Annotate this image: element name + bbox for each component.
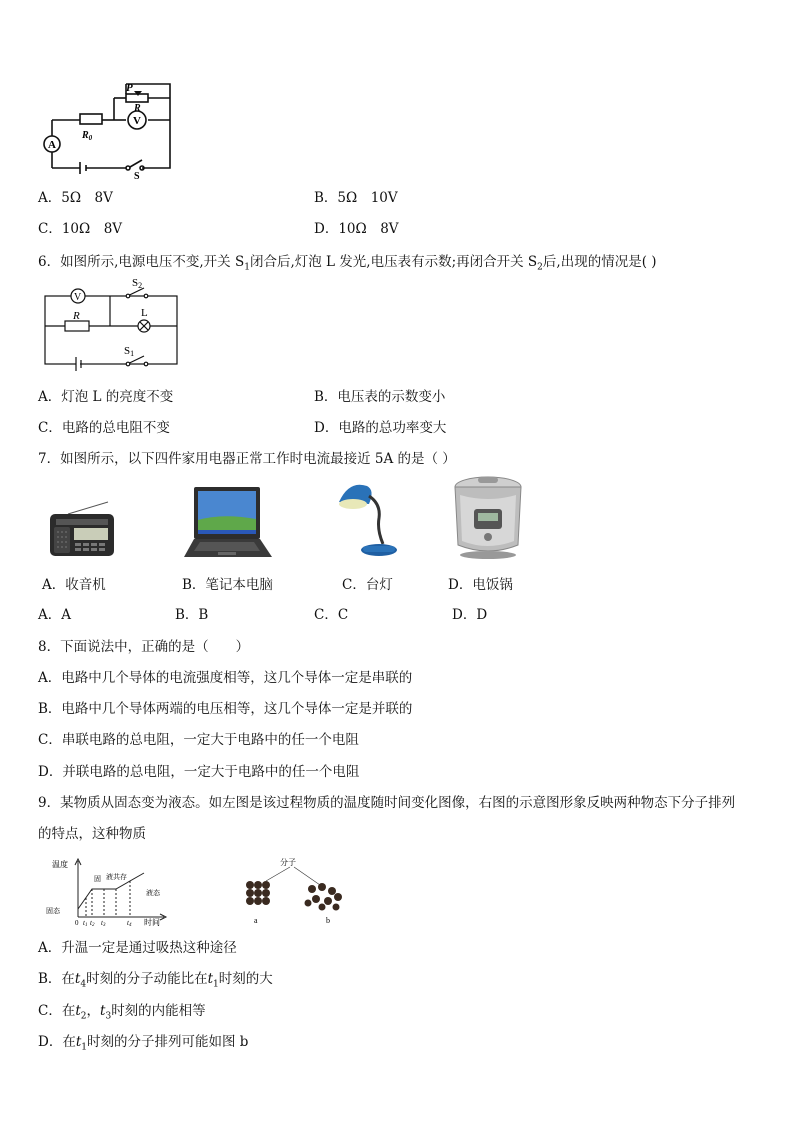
- q7-option-b: B．B: [175, 607, 209, 623]
- q6-circuit-diagram: [40, 276, 185, 371]
- q5-option-a: A．5Ω 8V: [38, 190, 113, 206]
- q9-option-c-t2: t: [100, 1003, 106, 1019]
- q7-caption-d: D．电饭锅: [448, 577, 513, 593]
- q8-option-c: C．串联电路的总电阻，一定大于电路中的任一个电阻: [38, 732, 359, 748]
- q5-label-r0-sub: 0: [88, 134, 93, 142]
- q9-option-d-sub1: 1: [81, 1042, 87, 1053]
- q9-molecule-a: a: [254, 916, 258, 925]
- q5-option-b: B．5Ω 10V: [314, 190, 398, 206]
- q9-option-c-mid: ，: [86, 1003, 101, 1019]
- q6-label-s2: S: [132, 277, 139, 289]
- q5-circuit-diagram: [42, 80, 182, 182]
- q5-label-r0: R: [82, 130, 89, 141]
- svg-text:S2: [132, 277, 142, 290]
- q8-option-d: D．并联电路的总电阻，一定大于电路中的任一个电阻: [38, 764, 360, 780]
- svg-text:t4: [127, 919, 132, 928]
- q9-option-b-sub4: 4: [80, 979, 87, 990]
- q9-graph-origin: 0: [75, 919, 79, 927]
- svg-text:R0: [81, 130, 93, 142]
- q9-graph-solid-short: 固: [94, 875, 101, 883]
- q6-label-r: R: [73, 310, 80, 322]
- q9-option-d-t: t: [75, 1034, 82, 1050]
- q9-graph-liquid: 液态: [146, 889, 160, 897]
- q6-stem: [38, 250, 657, 273]
- q6-option-a: A．灯泡 L 的亮度不变: [38, 389, 174, 405]
- q9-graph-t4-sub: 4: [128, 923, 132, 928]
- q9-stem-line2: 的特点，这种物质: [38, 826, 146, 842]
- q6-label-l: L: [141, 307, 148, 319]
- rice-cooker-image: [448, 475, 528, 561]
- q9-option-d-post: 时刻的分子排列可能如图 b: [87, 1034, 249, 1050]
- q9-graph-t4: t: [127, 919, 129, 927]
- q6-stem-b: 闭合后,灯泡 L 发光,电压表有示数;再闭合开关 S: [249, 254, 538, 270]
- q5-option-c: C．10Ω 8V: [38, 221, 123, 237]
- q9-option-b-sub1: 1: [213, 979, 219, 990]
- svg-text:S1: [124, 345, 134, 358]
- q5-label-r: R: [134, 103, 141, 114]
- q9-option-c-sub3: 3: [105, 1011, 112, 1022]
- q6-label-s1: S: [124, 345, 131, 357]
- q9-molecule-diagram: [232, 855, 352, 931]
- desk-lamp-image: [335, 478, 395, 562]
- q9-option-b-mid: 时刻的分子动能比在: [86, 971, 208, 987]
- q9-molecule-label: 分子: [280, 858, 296, 867]
- q9-option-b: [38, 967, 273, 990]
- q6-voltmeter-label: V: [74, 292, 82, 303]
- q6-stem-a: 6．如图所示,电源电压不变,开关 S: [38, 254, 245, 270]
- q5-voltmeter-label: V: [133, 115, 141, 127]
- radio-image: [48, 500, 120, 558]
- q6-option-d: D．电路的总功率变大: [314, 420, 447, 436]
- q9-option-b-t: t: [74, 971, 81, 987]
- q9-option-c: [38, 999, 206, 1022]
- q8-stem: 8．下面说法中，正确的是（ ）: [38, 639, 250, 655]
- q9-graph-t2-sub: 2: [91, 923, 95, 928]
- q9-molecule-b: b: [326, 916, 330, 925]
- q9-graph-xlabel: 时间: [144, 918, 160, 927]
- q6-stem-sub1: 1: [244, 262, 250, 273]
- q9-option-b-t2: t: [207, 971, 214, 987]
- q9-temperature-graph: [44, 855, 184, 927]
- q9-option-a: A．升温一定是通过吸热这种途径: [38, 940, 237, 956]
- q8-option-a: A．电路中几个导体的电流强度相等，这几个导体一定是串联的: [38, 670, 413, 686]
- q9-option-c-sub2: 2: [80, 1011, 87, 1022]
- svg-text:t2: [90, 919, 95, 928]
- q6-label-s2-sub: 2: [138, 281, 143, 290]
- q6-option-c: C．电路的总电阻不变: [38, 420, 170, 436]
- q6-option-b: B．电压表的示数变小: [314, 389, 446, 405]
- q9-option-b-pre: B．在: [38, 971, 75, 987]
- q9-option-c-t: t: [75, 1003, 81, 1019]
- q7-option-c: C．C: [314, 607, 349, 623]
- q9-graph-ylabel: 温度: [52, 860, 68, 869]
- q9-graph-t3-sub: 3: [102, 923, 106, 928]
- q9-option-c-post: 时刻的内能相等: [111, 1003, 206, 1019]
- q9-graph-t3: t: [101, 919, 103, 927]
- q5-label-s: S: [134, 171, 140, 182]
- q9-option-c-pre: C．在: [38, 1003, 76, 1019]
- q9-option-b-post: 时刻的大: [218, 971, 273, 987]
- q9-option-d-pre: D．在: [38, 1034, 76, 1050]
- q7-caption-c: C．台灯: [342, 577, 393, 593]
- q9-graph-t2: t: [90, 919, 92, 927]
- q7-caption-a: A．收音机: [42, 577, 106, 593]
- q6-stem-sub2: 2: [537, 262, 543, 273]
- q6-stem-c: 后,出现的情况是( ): [542, 254, 657, 270]
- q8-option-b: B．电路中几个导体两端的电压相等，这几个导体一定是并联的: [38, 701, 413, 717]
- q7-option-d: D．D: [452, 607, 488, 623]
- q9-option-d: [38, 1030, 248, 1053]
- q7-option-a: A．A: [38, 607, 71, 623]
- q9-stem-line1: 9．某物质从固态变为液态。如左图是该过程物质的温度随时间变化图像，右图的示意图形象反映两种物态下分子排列: [38, 795, 736, 811]
- svg-text:t3: [101, 919, 106, 928]
- q9-graph-coexist: 液共存: [106, 873, 127, 881]
- q5-ammeter-label: A: [48, 139, 56, 151]
- q7-stem: 7．如图所示，以下四件家用电器正常工作时电流最接近 5A 的是（ ）: [38, 451, 456, 467]
- q5-label-p: P: [126, 82, 133, 94]
- q9-graph-solid: 固态: [46, 907, 60, 915]
- svg-text:t1: [83, 919, 87, 928]
- q9-graph-t1-sub: 1: [84, 923, 88, 928]
- q7-caption-b: B．笔记本电脑: [182, 577, 273, 593]
- q6-label-s1-sub: 1: [130, 349, 135, 358]
- laptop-image: [182, 485, 274, 561]
- q5-option-d: D．10Ω 8V: [314, 221, 399, 237]
- q9-graph-t1: t: [83, 919, 85, 927]
